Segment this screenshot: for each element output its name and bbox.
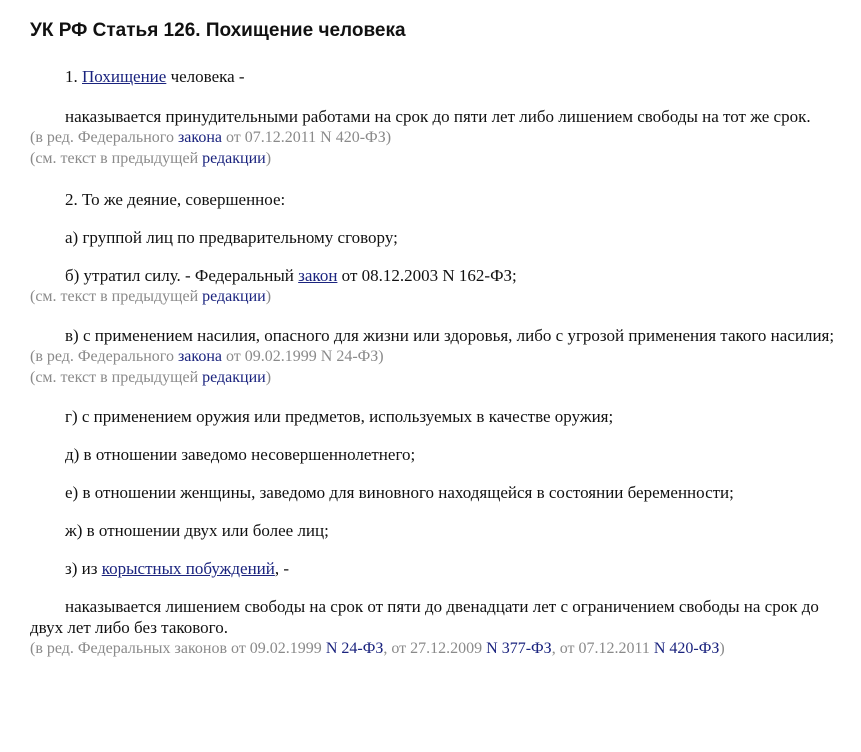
item-a: а) группой лиц по предварительному сговору;	[65, 228, 398, 247]
paragraph-2: 2. То же деяние, совершенное:	[65, 190, 286, 209]
item-v: в) с применением насилия, опасного для жизни или здоровья, либо с угрозой применения такого насилия;	[65, 326, 835, 345]
previous-version-link[interactable]: редакции	[202, 150, 266, 167]
law-link-420fz[interactable]: N 420-ФЗ	[653, 640, 720, 657]
law-link[interactable]: закона	[177, 129, 222, 146]
previous-version-link[interactable]: редакции	[202, 369, 266, 386]
penalty-paragraph-2: наказывается лишением свободы на срок от пяти до двенадцати лет с ограничением свободы на срок до двух лет либо без такового.	[30, 597, 819, 637]
item-g: г) с применением оружия или предметов, используемых в качестве оружия;	[65, 407, 614, 426]
item-d: д) в отношении заведомо несовершеннолетнего;	[65, 445, 416, 464]
edit-note-1: (в ред. Федерального закона от 07.12.2011 N 420-ФЗ)	[30, 129, 392, 146]
item-z: з) из корыстных побуждений, -	[65, 559, 290, 578]
edit-note-2: (в ред. Федерального закона от 09.02.1999 N 24-ФЗ)	[30, 348, 384, 365]
law-link[interactable]: закон	[298, 266, 338, 285]
previous-version-link[interactable]: редакции	[202, 288, 266, 305]
prev-version-note-3: (см. текст в предыдущей редакции)	[30, 369, 272, 386]
law-link[interactable]: закона	[177, 348, 222, 365]
law-link-377fz[interactable]: N 377-ФЗ	[486, 640, 552, 657]
law-link-24fz[interactable]: N 24-ФЗ	[325, 640, 384, 657]
item-b: б) утратил силу. - Федеральный закон от 08.12.2003 N 162-ФЗ;	[65, 266, 517, 285]
prev-version-note-2: (см. текст в предыдущей редакции)	[30, 288, 272, 305]
link-mercenary-motives[interactable]: корыстных побуждений	[101, 559, 275, 578]
link-abduction[interactable]: Похищение	[82, 67, 167, 86]
item-e: е) в отношении женщины, заведомо для виновного находящейся в состоянии беременности;	[65, 483, 734, 502]
item-zh: ж) в отношении двух или более лиц;	[65, 521, 329, 540]
prev-version-note-1: (см. текст в предыдущей редакции)	[30, 150, 272, 167]
paragraph-1: 1. Похищение человека -	[65, 67, 245, 86]
article-title: УК РФ Статья 126. Похищение человека	[30, 20, 406, 41]
penalty-paragraph-1: наказывается принудительными работами на срок до пяти лет либо лишением свободы на тот же срок.	[65, 107, 811, 126]
edit-note-3: (в ред. Федеральных законов от 09.02.1999 N 24-ФЗ, от 27.12.2009 N 377-ФЗ, от 07.12.2011 N 420-ФЗ)	[30, 640, 725, 657]
